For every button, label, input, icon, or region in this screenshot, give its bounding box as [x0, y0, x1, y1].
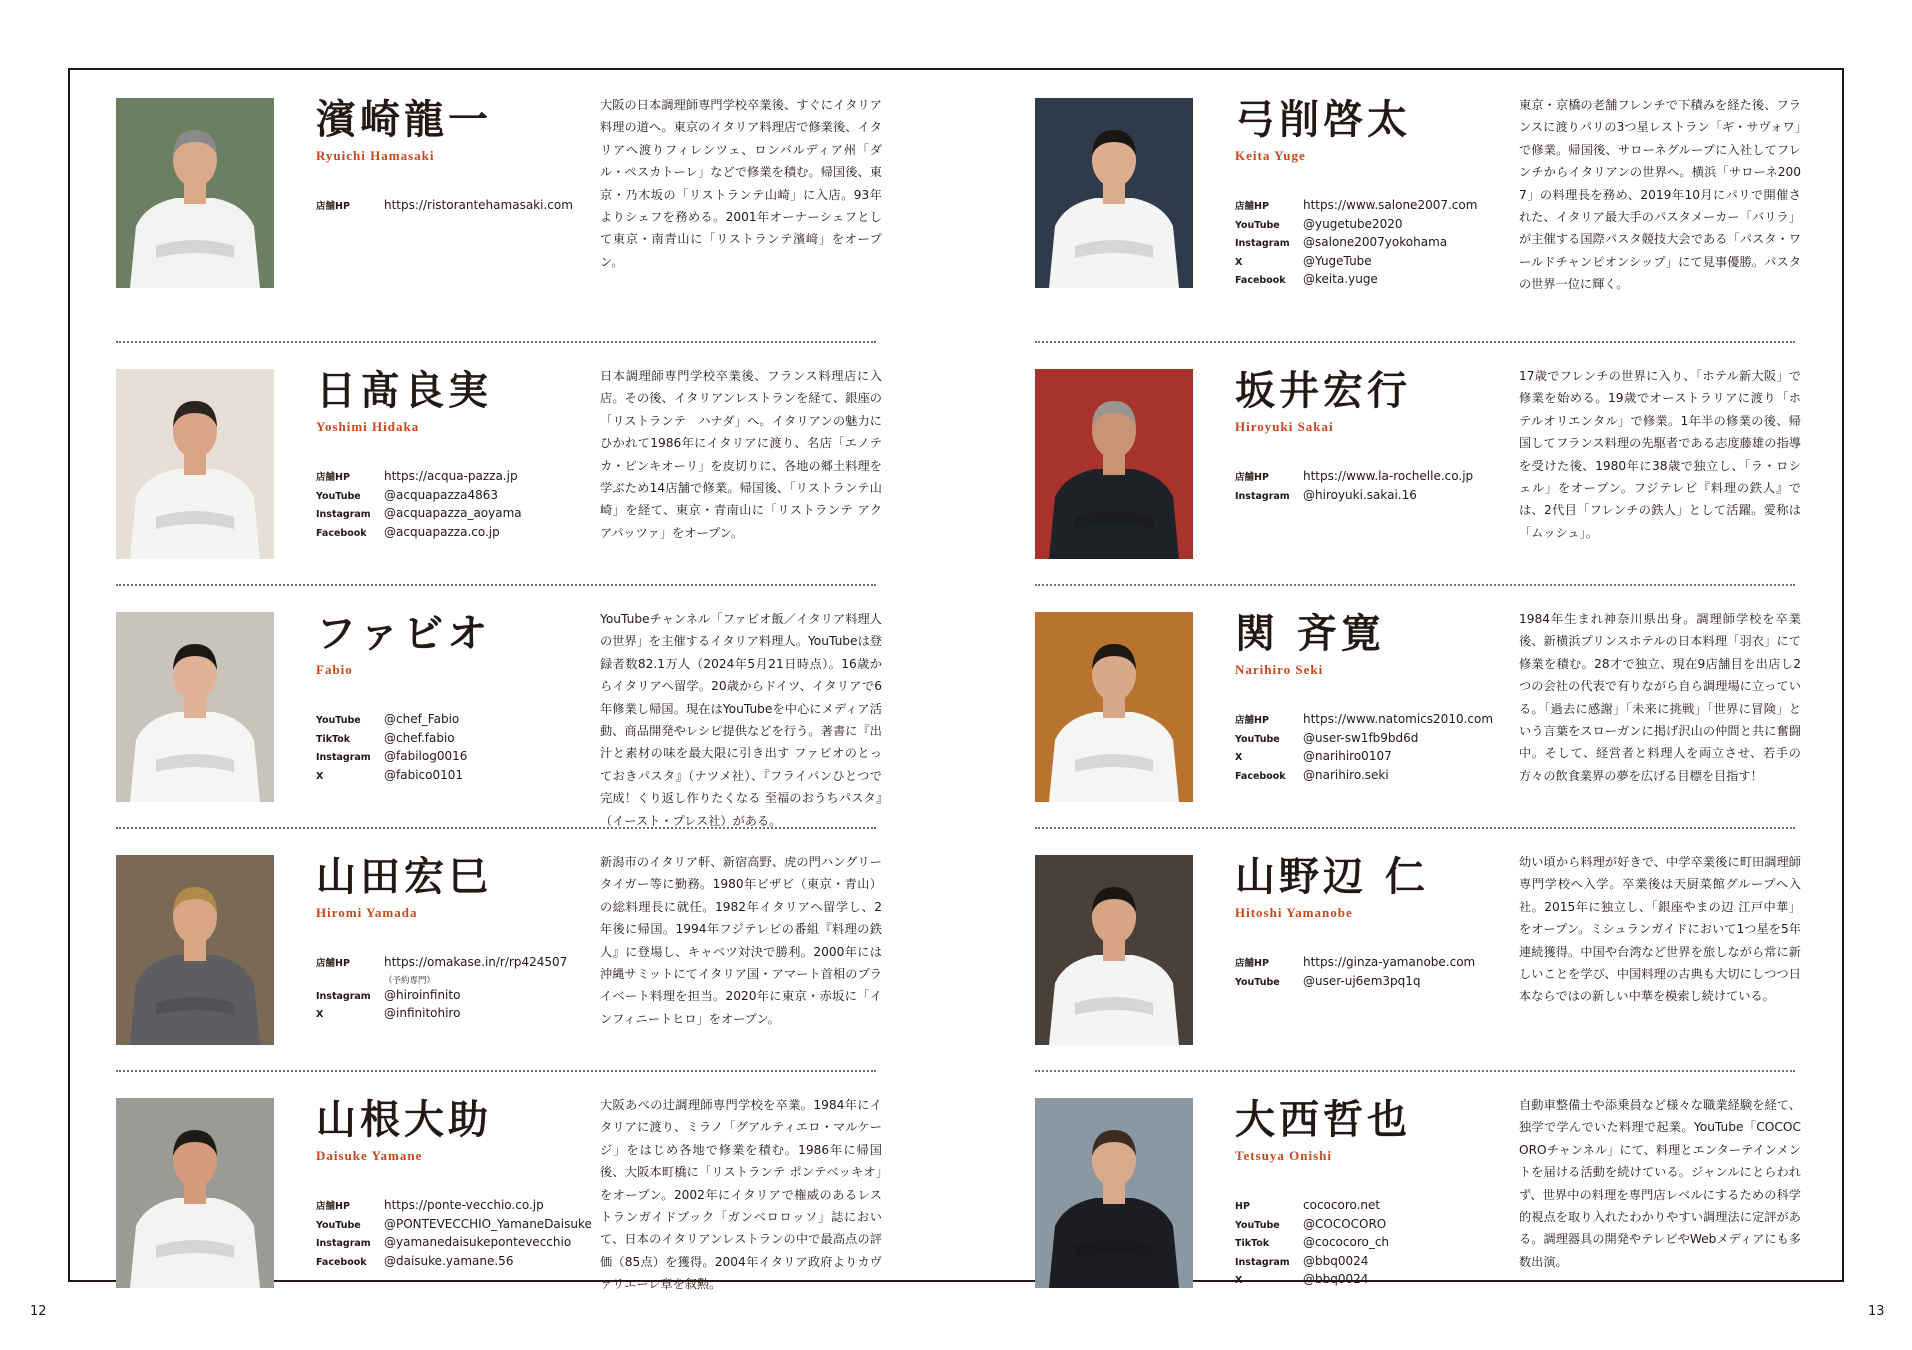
- chef-links: [1235, 1198, 1505, 1291]
- link-label: 店舗HP: [316, 1201, 350, 1212]
- link-value[interactable]: https://www.natomics2010.com: [1303, 712, 1494, 726]
- link-value[interactable]: https://www.salone2007.com: [1303, 198, 1478, 212]
- link-label: X: [316, 770, 324, 782]
- chef-portrait-illustration: [1035, 98, 1193, 288]
- link-row: [1235, 749, 1505, 768]
- link-label: Facebook: [1235, 275, 1286, 286]
- chef-name-romaji: Daisuke Yamane: [316, 1148, 423, 1163]
- link-row: [316, 1006, 586, 1025]
- link-value[interactable]: @chef_Fabio: [384, 712, 460, 726]
- link-row: [1235, 955, 1505, 974]
- chef-profile: [116, 827, 882, 1070]
- chef-links: [1235, 712, 1505, 786]
- chef-biography: 1984年生まれ神奈川県出身。調理師学校を卒業後、新横浜プリンスホテルの日本料理「羽衣」にて修業を積む。28才で独立、現在9店舗目を出店し2つの会社の代表で有りながら自ら調理場に立っている。「過去に感謝」「未来に挑戦」「世界に冒険」という言葉をスローガンに掲げ沢山の仲間と共に奮闘中。そして、経営者と料理人を両立させ、若手の方々の飲食業界の夢を広げる目標を目指す！: [1519, 612, 1801, 783]
- link-label: Instagram: [1235, 490, 1290, 502]
- spread-frame: [68, 68, 1844, 1292]
- chef-name-block: [316, 96, 556, 164]
- chef-portrait-illustration: [116, 98, 274, 288]
- link-label: Instagram: [316, 509, 371, 520]
- link-label: TikTok: [316, 733, 351, 745]
- link-value[interactable]: @bbq0024: [1303, 1272, 1369, 1286]
- link-row: [1235, 731, 1505, 750]
- link-value[interactable]: @daisuke.yamane.56: [384, 1253, 514, 1268]
- link-label: Facebook: [1235, 770, 1286, 782]
- chef-photo: [1035, 98, 1193, 288]
- chef-profile: [116, 584, 882, 828]
- link-value[interactable]: @chef.fabio: [384, 730, 455, 745]
- link-row: [1235, 217, 1505, 236]
- link-label: 店舗HP: [1235, 958, 1269, 969]
- chef-portrait-illustration: [116, 1098, 274, 1288]
- link-row: [1235, 1235, 1505, 1254]
- link-row: [316, 469, 586, 488]
- link-row: [316, 488, 586, 507]
- link-label: Facebook: [316, 527, 367, 539]
- link-row: [1235, 1198, 1505, 1217]
- link-label: Instagram: [1235, 238, 1290, 249]
- link-value[interactable]: @yamanedaisukepontevecchio: [384, 1235, 572, 1249]
- chef-name-romaji: Tetsuya Onishi: [1235, 1148, 1332, 1163]
- left-page-column: [116, 96, 882, 1313]
- chef-biography: 17歳でフレンチの世界に入り、「ホテル新大阪」で修業を始める。19歳でオーストラリアに渡り「ホテルオリエンタル」で修業。1年半の修業の後、帰国してフランス料理の先駆者である志度藤雄の指導を受けた後、1980年に38歳で独立し、「ラ・ロシェル」をオープン。フジテレビ『料理の鉄人』では、2代目「フレンチの鉄人」として活躍。愛称は「ムッシュ」。: [1519, 369, 1801, 540]
- link-value[interactable]: @acquapazza_aoyama: [384, 506, 522, 520]
- chef-photo: [1035, 855, 1193, 1045]
- link-label: 店舗HP: [316, 201, 350, 212]
- link-row: [1235, 235, 1505, 254]
- chef-profile: [1035, 827, 1801, 1070]
- link-row: [1235, 254, 1505, 273]
- chef-links: [316, 712, 586, 786]
- link-row: [316, 198, 586, 217]
- chef-name-romaji: Yoshimi Hidaka: [316, 419, 420, 434]
- link-value[interactable]: @user-sw1fb9bd6d: [1303, 730, 1419, 745]
- link-value[interactable]: cococoro.net: [1303, 1198, 1381, 1212]
- chef-name-block: [316, 853, 556, 921]
- link-row: [316, 1216, 592, 1236]
- chef-name-japanese: 坂井宏行: [1235, 367, 1411, 414]
- chef-profile: [116, 96, 882, 341]
- chef-name-block: [1235, 610, 1475, 678]
- link-row: [316, 749, 586, 768]
- chef-name-japanese: 大西哲也: [1235, 1096, 1411, 1143]
- link-value[interactable]: @hiroyuki.sakai.16: [1303, 487, 1417, 502]
- chef-name-block: [316, 1096, 556, 1164]
- link-row: [316, 988, 586, 1007]
- chef-biography: 幼い頃から料理が好きで、中学卒業後に町田調理師専門学校へ入学。卒業後は天厨菜館グループへ入社。2015年に独立し、「銀座やまの辺 江戸中華」をオープン。ミシュランガイドにおいて1つ星を5年連続獲得。中国や台湾など世界を旅しながら常に新しいことを学び、中国料理の古典も大切にしつつ日本ならではの新しい中華を模索し続けている。: [1519, 855, 1801, 1004]
- link-value[interactable]: @PONTEVECCHIO_YamaneDaisuke: [384, 1216, 592, 1231]
- link-value[interactable]: @bbq0024: [1303, 1253, 1369, 1268]
- link-value[interactable]: @narihiro.seki: [1303, 767, 1389, 782]
- link-row: [1235, 272, 1505, 291]
- link-value[interactable]: @YugeTube: [1303, 253, 1372, 268]
- link-value[interactable]: https://www.la-rochelle.co.jp: [1303, 469, 1474, 483]
- link-value[interactable]: https://ponte-vecchio.co.jp: [384, 1198, 544, 1212]
- link-value[interactable]: @user-uj6em3pq1q: [1303, 973, 1421, 988]
- link-value[interactable]: @acquapazza4863: [384, 487, 498, 502]
- link-row: [316, 1198, 586, 1217]
- chef-profile: [1035, 96, 1801, 341]
- chef-biography: 東京・京橋の老舗フレンチで下積みを経た後、フランスに渡りパリの3つ星レストラン「ギ・サヴォワ」で修業。帰国後、サローネグループに入社してフレンチからイタリアンの世界へ。横浜「サローネ2007」の料理長を務め、2019年10月にパリで開催された、イタリア最大手のパスタメーカー「バリラ」が主催する国際パスタ競技大会である「パスタ・ワールドチャンピオンシップ」にて見事優勝。パスタの世界一位に輝く。: [1519, 98, 1801, 292]
- chef-profile: [1035, 341, 1801, 584]
- link-note: （予約専門）: [384, 975, 436, 986]
- page-number-left: 12: [30, 1304, 47, 1319]
- chef-portrait-illustration: [1035, 612, 1193, 802]
- chef-photo: [116, 612, 274, 802]
- chef-links: [1235, 955, 1505, 992]
- chef-portrait-illustration: [1035, 1098, 1193, 1288]
- link-row: [1235, 469, 1505, 488]
- link-row: [1235, 712, 1505, 731]
- link-value[interactable]: https://ristorantehamasaki.com: [384, 198, 573, 212]
- link-row: [316, 768, 586, 787]
- link-value[interactable]: @narihiro0107: [1303, 749, 1392, 763]
- link-label: YouTube: [1235, 733, 1280, 745]
- chef-name-japanese: 山野辺 仁: [1235, 853, 1429, 900]
- link-row: [1235, 198, 1505, 217]
- link-value[interactable]: @COCOCORO: [1303, 1216, 1387, 1231]
- chef-photo: [116, 855, 274, 1045]
- link-label: YouTube: [1235, 219, 1280, 231]
- chef-photo: [116, 1098, 274, 1288]
- link-value[interactable]: https://ginza-yamanobe.com: [1303, 955, 1476, 969]
- chef-biography: 大阪あべの辻調理師専門学校を卒業。1984年にイタリアに渡り、ミラノ「グアルティエロ・マルケージ」をはじめ各地で修業を積む。1986年に帰国後、大阪本町橋に「リストランテ ポンテベッキオ」をオープン。2002年にイタリアで権威のあるレストランガイドブック「ガンベロロッソ」誌において、日本のイタリアンレストランの中で最高点の評価（85点）を獲得。2004年イタリア政府よりカヴァリエーレ章を叙勲。: [600, 1098, 882, 1292]
- link-row: [316, 525, 586, 544]
- link-value[interactable]: @infinitohiro: [384, 1006, 461, 1020]
- link-label: Facebook: [316, 1256, 367, 1268]
- right-page-column: [1035, 96, 1801, 1313]
- link-value[interactable]: @cococoro_ch: [1303, 1235, 1390, 1249]
- chef-name-romaji: Fabio: [316, 662, 353, 677]
- chef-links: [316, 469, 586, 543]
- chef-photo: [116, 98, 274, 288]
- page-number-right: 13: [1868, 1304, 1885, 1319]
- link-row: [316, 955, 586, 974]
- chef-profile: [116, 1070, 882, 1313]
- chef-profile: [116, 341, 882, 584]
- chef-name-romaji: Narihiro Seki: [1235, 662, 1324, 677]
- link-label: Instagram: [316, 1238, 371, 1249]
- link-value[interactable]: @fabico0101: [384, 767, 464, 782]
- link-row: [1235, 1217, 1505, 1236]
- chef-name-romaji: Ryuichi Hamasaki: [316, 148, 435, 163]
- chef-name-japanese: 濱崎龍一: [316, 96, 492, 143]
- link-label: 店舗HP: [1235, 472, 1269, 483]
- chef-name-japanese: ファビオ: [316, 610, 492, 657]
- link-row: [316, 1235, 586, 1254]
- link-value[interactable]: @hiroinfinito: [384, 987, 461, 1002]
- chef-name-block: [1235, 1096, 1475, 1164]
- chef-name-japanese: 弓削啓太: [1235, 96, 1411, 143]
- chef-name-romaji: Hiroyuki Sakai: [1235, 419, 1334, 434]
- link-label: Instagram: [1235, 1256, 1290, 1268]
- link-label: X: [1235, 1275, 1243, 1286]
- link-label: YouTube: [316, 490, 361, 502]
- link-value[interactable]: https://acqua-pazza.jp: [384, 469, 518, 483]
- chef-portrait-illustration: [1035, 369, 1193, 559]
- link-label: X: [316, 1009, 324, 1020]
- chef-name-block: [316, 610, 556, 678]
- link-label: YouTube: [1235, 976, 1280, 988]
- link-row: [1235, 488, 1505, 507]
- chef-links: [316, 198, 586, 217]
- chef-photo: [1035, 612, 1193, 802]
- chef-biography: 自動車整備士や添乗員など様々な職業経験を経て、独学で学んでいた料理で起業。YouTube「COCOCOROチャンネル」にて、料理とエンターテインメントを届ける活動を続けている。ジャンルにとらわれず、世界中の料理を専門店レベルにするための科学的視点を取り入れたわかりやすい調理法に定評がある。調理器具の開発やテレビやWebメディアにも多数出演。: [1519, 1098, 1801, 1269]
- chef-name-japanese: 山根大助: [316, 1096, 492, 1143]
- chef-portrait-illustration: [116, 369, 274, 559]
- link-label: YouTube: [1235, 1219, 1280, 1231]
- link-label: 店舗HP: [316, 958, 350, 969]
- link-label: X: [1235, 256, 1243, 268]
- chef-biography: 新潟市のイタリア軒、新宿高野、虎の門ハングリータイガー等に勤務。1980年ビザビ（東京・青山）の総料理長に就任。1982年イタリアへ留学し、2年後に帰国。1994年フジテレビの番組『料理の鉄人』に登場し、キャベツ対決で勝利。2000年には沖縄サミットにてイタリア国・アマート首相のプライベート料理を担当。2020年に東京・赤坂に「インフィニートヒロ」をオープン。: [600, 855, 882, 1026]
- chef-name-romaji: Hiromi Yamada: [316, 905, 418, 920]
- link-label: HP: [1235, 1201, 1250, 1212]
- link-row: [316, 1254, 586, 1273]
- chef-links: [316, 1198, 592, 1272]
- link-row: [1235, 974, 1505, 993]
- link-row: [316, 731, 586, 750]
- link-value[interactable]: @acquapazza.co.jp: [384, 524, 500, 539]
- chef-biography: 日本調理師専門学校卒業後、フランス料理店に入店。その後、イタリアンレストランを経て、銀座の「リストランテ ハナダ」へ。イタリアンの魅力にひかれて1986年にイタリアに渡り、名店「エノテカ・ピンキオーリ」を皮切りに、各地の郷土料理を学ぶため14店舗で修業。帰国後、「リストランテ山崎」を経て、東京・青南山に「リストランテ アクアパッツァ」をオープン。: [600, 369, 882, 540]
- chef-biography: 大阪の日本調理師専門学校卒業後、すぐにイタリア料理の道へ。東京のイタリア料理店で修業後、イタリアへ渡りフィレンツェ、ロンバルディア州「ダル・ペスカトーレ」などで修業を積む。帰国後、東京・乃木坂の「リストランテ山崎」に入店。93年よりシェフを務める。2001年オーナーシェフとして東京・南青山に「リストランテ濱﨑」をオープン。: [600, 98, 882, 269]
- chef-portrait-illustration: [116, 612, 274, 802]
- link-row: [1235, 1254, 1505, 1273]
- link-label: YouTube: [316, 715, 361, 726]
- chef-name-japanese: 日髙良実: [316, 367, 492, 414]
- chef-profile: [1035, 584, 1801, 827]
- link-value[interactable]: https://omakase.in/r/rp424507: [384, 955, 568, 969]
- chef-photo: [1035, 1098, 1193, 1288]
- link-label: TikTok: [1235, 1238, 1270, 1249]
- chef-portrait-illustration: [1035, 855, 1193, 1045]
- link-label: 店舗HP: [316, 472, 350, 483]
- link-label: Instagram: [316, 990, 371, 1002]
- link-label: 店舗HP: [1235, 715, 1269, 726]
- chef-name-japanese: 山田宏巳: [316, 853, 492, 900]
- link-label: X: [1235, 752, 1243, 763]
- link-value[interactable]: @salone2007yokohama: [1303, 235, 1448, 249]
- chef-biography: YouTubeチャンネル「ファビオ飯／イタリア料理人の世界」を主催するイタリア料理人。YouTubeは登録者数82.1万人（2024年5月21日時点）。16歳からイタリアへ留学。20歳からドイツ、イタリアで6年修業し帰国。現在はYouTubeを中心にメディア活動、商品開発やレシピ提供などを行う。著書に『出汁と素材の味を最大限に引き出す ファビオのとっておきパスタ』（ナツメ社）、『フライパンひとつで完成！くり返し作りたくなる 至福のおうちパスタ』（イースト・プレス社）がある。: [600, 612, 882, 828]
- link-row: [316, 712, 586, 731]
- link-row: [316, 506, 586, 525]
- chef-profile: [1035, 1070, 1801, 1313]
- link-label: 店舗HP: [1235, 201, 1269, 212]
- chef-portrait-illustration: [116, 855, 274, 1045]
- chef-photo: [116, 369, 274, 559]
- chef-name-block: [1235, 96, 1475, 164]
- chef-photo: [1035, 369, 1193, 559]
- chef-name-romaji: Keita Yuge: [1235, 148, 1306, 163]
- chef-links: [316, 955, 586, 1025]
- link-label: YouTube: [316, 1219, 361, 1231]
- chef-name-romaji: Hitoshi Yamanobe: [1235, 905, 1353, 920]
- link-value[interactable]: @fabilog0016: [384, 749, 468, 763]
- chef-name-block: [1235, 367, 1475, 435]
- chef-links: [1235, 198, 1505, 291]
- chef-name-japanese: 関 斉寛: [1235, 610, 1385, 657]
- link-value[interactable]: @keita.yuge: [1303, 272, 1378, 286]
- link-label: Instagram: [316, 752, 371, 763]
- link-row: [1235, 1272, 1505, 1291]
- chef-name-block: [316, 367, 556, 435]
- chef-links: [1235, 469, 1505, 506]
- link-value[interactable]: @yugetube2020: [1303, 216, 1403, 231]
- link-row: [1235, 768, 1505, 787]
- chef-name-block: [1235, 853, 1475, 921]
